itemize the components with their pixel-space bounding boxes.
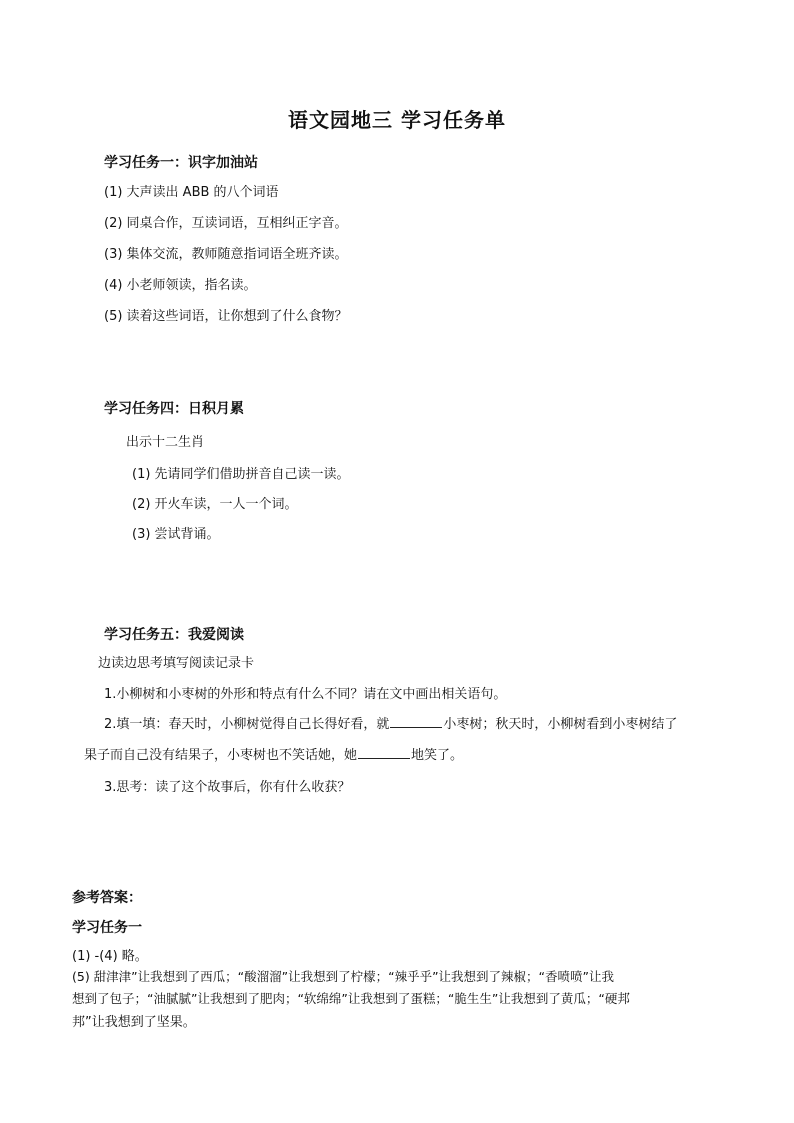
answer-line-4: 邦”让我想到了坚果。 xyxy=(72,1015,196,1030)
task5-question-1: 1.小柳树和小枣树的外形和特点有什么不同？请在文中画出相关语句。 xyxy=(104,687,507,702)
answer-line-3: 想到了包子；“油腻腻”让我想到了肥肉；“软绵绵”让我想到了蛋糕；“脆生生”让我想到了黄瓜；“硬邦 xyxy=(72,991,630,1006)
task5-question-2-line-2 xyxy=(84,744,463,763)
task1-item-3: (3) 集体交流，教师随意指词语全班齐读。 xyxy=(104,247,348,262)
task5-heading: 学习任务五：我爱阅读 xyxy=(104,627,244,643)
task4-item-3: (3) 尝试背诵。 xyxy=(132,527,220,542)
answers-heading: 参考答案： xyxy=(72,890,142,906)
q2-text-d: 地笑了。 xyxy=(411,748,464,763)
answer-line-1: (1) -(4) 略。 xyxy=(72,949,148,964)
task4-heading: 学习任务四：日积月累 xyxy=(104,401,244,417)
fill-blank-2[interactable] xyxy=(358,744,410,759)
task5-intro: 边读边思考填写阅读记录卡 xyxy=(98,656,255,671)
task5-question-3: 3.思考：读了这个故事后，你有什么收获？ xyxy=(104,780,351,795)
answers-task1-heading: 学习任务一 xyxy=(72,920,142,936)
task5-question-2-line-1 xyxy=(104,713,677,732)
task4-intro: 出示十二生肖 xyxy=(126,435,205,450)
answer-line-2: (5) 甜津津”让我想到了西瓜；“酸溜溜”让我想到了柠檬；“辣乎乎”让我想到了辣椒；“香喷喷”让我 xyxy=(72,969,615,984)
task1-item-5: (5) 读着这些词语，让你想到了什么食物？ xyxy=(104,309,348,324)
task1-heading: 学习任务一：识字加油站 xyxy=(104,155,258,171)
page-title: 语文园地三 学习任务单 xyxy=(288,108,506,132)
fill-blank-1[interactable] xyxy=(390,713,442,728)
task1-item-1: (1) 大声读出 ABB 的八个词语 xyxy=(104,185,279,200)
task1-item-4: (4) 小老师领读，指名读。 xyxy=(104,278,257,293)
q2-text-b: 小枣树；秋天时，小柳树看到小枣树结了 xyxy=(443,717,678,732)
q2-text-c: 果子而自己没有结果子，小枣树也不笑话她，她 xyxy=(84,748,358,763)
task4-item-2: (2) 开火车读，一人一个词。 xyxy=(132,497,298,512)
task4-item-1: (1) 先请同学们借助拼音自己读一读。 xyxy=(132,467,350,482)
q2-text-a: 2.填一填：春天时，小柳树觉得自己长得好看，就 xyxy=(104,717,390,732)
task1-item-2: (2) 同桌合作，互读词语，互相纠正字音。 xyxy=(104,216,348,231)
